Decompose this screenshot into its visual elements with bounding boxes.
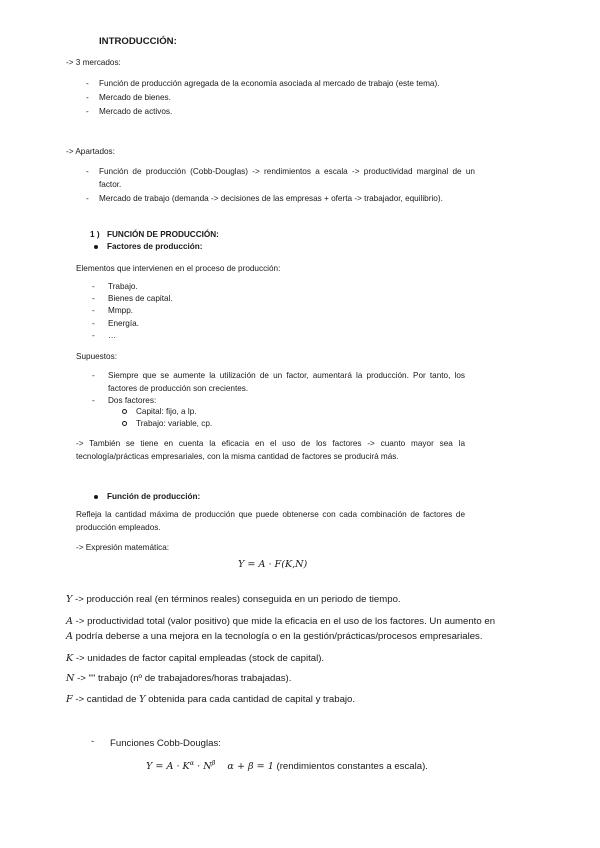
list-item: … <box>108 331 117 340</box>
main-equation: Y = A · F(K,N) <box>238 559 308 570</box>
dash-bullet: - <box>92 371 95 380</box>
definition-text: obtenida para cada cantidad de capital y trabajo. <box>145 694 356 705</box>
dash-bullet: - <box>86 167 89 176</box>
exponent-beta: β <box>211 759 216 767</box>
dash-bullet: - <box>86 79 89 88</box>
dash-bullet: - <box>92 396 95 405</box>
dash-bullet: - <box>91 736 95 747</box>
list-item: Energía. <box>108 319 139 328</box>
dash-bullet: - <box>92 319 95 328</box>
assumptions-title: Supuestos: <box>76 352 117 361</box>
math-header: -> Expresión matemática: <box>76 543 170 552</box>
sub-list-item: Capital: fijo, a lp. <box>136 407 197 416</box>
definition-text: -> producción real (en términos reales) conseguida en un periodo de tiempo. <box>72 594 401 605</box>
symbol: Y <box>66 594 73 605</box>
symbol: A <box>66 616 73 627</box>
function-description: Refleja la cantidad máxima de producción que puede obtenerse con cada combinación de factores de producción empleados. <box>76 510 465 532</box>
list-item: Función de producción (Cobb-Douglas) -> rendimientos a escala -> productividad marginal de un factor. <box>99 167 475 189</box>
dash-bullet: - <box>86 93 89 102</box>
cobb-douglas-title: Funciones Cobb-Douglas: <box>110 738 221 749</box>
symbol: A <box>66 631 73 642</box>
list-item: Trabajo. <box>108 282 138 291</box>
list-item: Función de producción agregada de la economía asociada al mercado de trabajo (este tema). <box>99 79 440 88</box>
list-item: Siempre que se aumente la utilización de un factor, aumentará la producción. Por tanto, los factores de producción son crecientes. <box>108 371 465 393</box>
dash-bullet: - <box>92 294 95 303</box>
dash-bullet: - <box>86 107 89 116</box>
bullet-icon <box>94 245 98 249</box>
symbol: N <box>66 673 75 684</box>
symbol: Y <box>139 694 146 705</box>
equation-base: Y = A · K <box>146 761 190 773</box>
definition-y <box>66 592 401 607</box>
condition-note: (rendimientos constantes a escala). <box>273 761 428 773</box>
cobb-douglas-equation <box>146 756 428 774</box>
definition-a <box>66 614 495 629</box>
circle-bullet-icon <box>122 409 127 414</box>
condition: α + β = 1 <box>227 761 274 773</box>
definition-text: -> productividad total (valor positivo) que mide la eficacia en el uso de los factores. Un aumento en <box>72 616 496 627</box>
list-item: Dos factores: <box>108 396 157 405</box>
definition-a-cont <box>66 629 483 644</box>
definition-k <box>66 651 324 666</box>
dash-bullet: - <box>92 282 95 291</box>
definition-text: -> "" trabajo (nº de trabajadores/horas trabajadas). <box>74 673 292 684</box>
markets-header: -> 3 mercados: <box>66 58 121 67</box>
sections-header: -> Apartados: <box>66 147 115 156</box>
dash-bullet: - <box>86 194 89 203</box>
definition-f <box>66 692 355 707</box>
list-item: Mercado de trabajo (demanda -> decisiones de las empresas + oferta -> trabajador, equilibrio). <box>99 194 443 203</box>
symbol: F <box>66 694 73 705</box>
bullet-icon <box>94 495 98 499</box>
list-item: Mercado de activos. <box>99 107 173 116</box>
sub-list-item: Trabajo: variable, cp. <box>136 419 213 428</box>
list-item: Mercado de bienes. <box>99 93 171 102</box>
dash-bullet: - <box>92 306 95 315</box>
definition-text: -> cantidad de <box>72 694 140 705</box>
elements-intro: Elementos que intervienen en el proceso de producción: <box>76 264 281 273</box>
definition-text: podría deberse a una mejora en la tecnología o en la gestión/prácticas/procesos empresariales. <box>72 631 483 642</box>
definition-text: -> unidades de factor capital empleadas (stock de capital). <box>73 653 325 664</box>
dash-bullet: - <box>92 331 95 340</box>
section-number: 1 ) <box>90 230 100 239</box>
equation-n: · N <box>194 761 212 773</box>
function-title: Función de producción: <box>107 492 201 501</box>
efficiency-note: -> También se tiene en cuenta la eficacia en el uso de los factores -> cuanto mayor sea la tecnología/prácticas empresariales, con la misma cantidad de factores se producirá más. <box>76 439 465 461</box>
section-title: FUNCIÓN DE PRODUCCIÓN: <box>107 230 219 239</box>
factors-title: Factores de producción: <box>107 242 203 251</box>
definition-n <box>66 671 291 686</box>
list-item: Bienes de capital. <box>108 294 173 303</box>
intro-title: INTRODUCCIÓN: <box>99 36 177 47</box>
circle-bullet-icon <box>122 421 127 426</box>
exponent-alpha: α <box>189 759 195 767</box>
symbol: K <box>66 653 74 664</box>
list-item: Mmpp. <box>108 306 134 315</box>
